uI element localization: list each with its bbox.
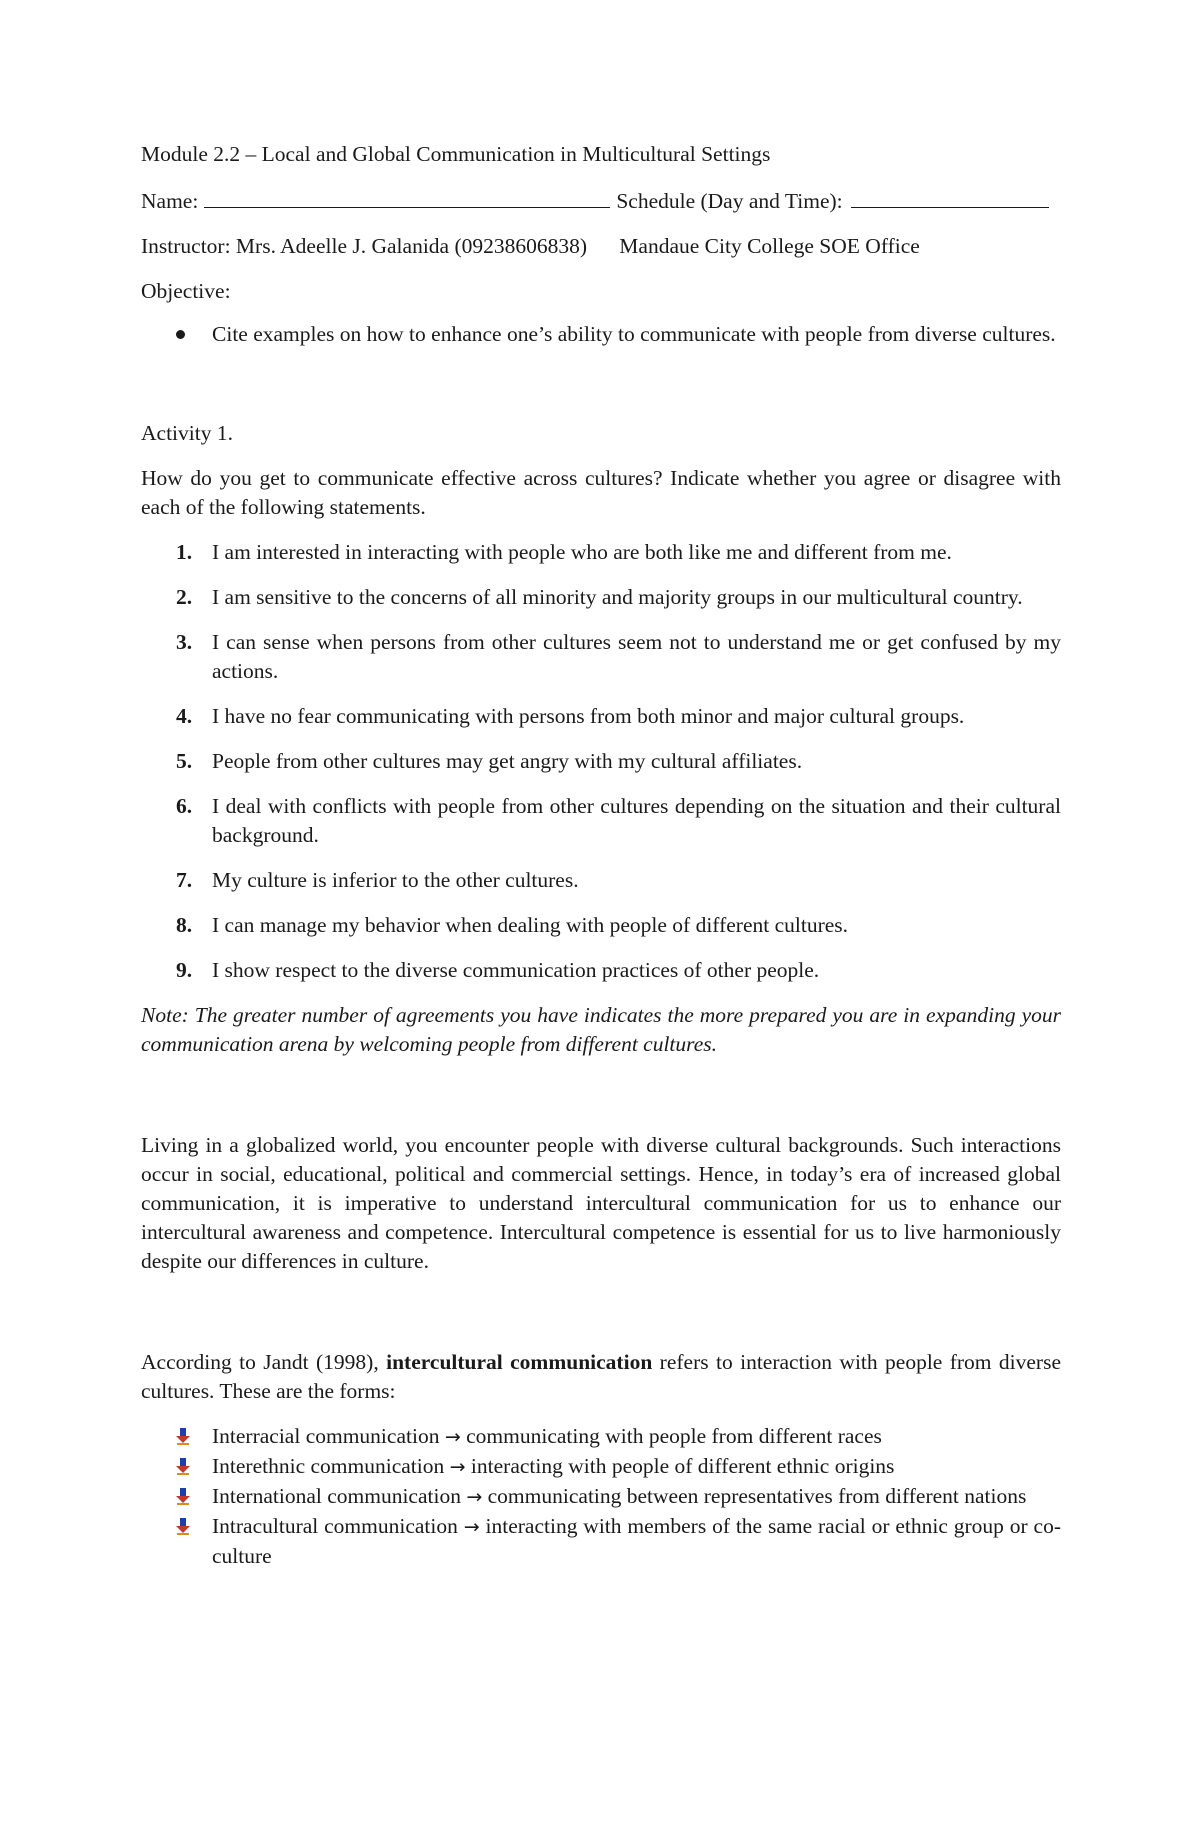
statement-text: People from other cultures may get angry with my cultural affiliates.: [212, 749, 803, 773]
form-term: Intracultural communication: [212, 1514, 464, 1538]
instructor-line: Instructor: Mrs. Adeelle J. Galanida (09238606838) Mandaue City College SOE Office: [141, 234, 920, 258]
statement-number: 4.: [176, 704, 193, 728]
name-label: Name:: [141, 189, 199, 213]
form-item: [141, 1422, 1061, 1452]
arrow-bullet-icon: [176, 1518, 190, 1536]
statement-item: [141, 702, 1061, 731]
statement-item: [141, 628, 1061, 686]
schedule-blank[interactable]: [851, 185, 1049, 208]
statement-text: I have no fear communicating with persons from both minor and major cultural groups.: [212, 704, 965, 728]
statement-number: 3.: [176, 630, 193, 654]
arrow-bullet-icon: [176, 1428, 190, 1446]
form-desc: interacting with people of different ethnic origins: [465, 1454, 895, 1478]
form-desc: communicating with people from different races: [460, 1424, 882, 1448]
form-term: International communication: [212, 1484, 467, 1508]
statement-number: 5.: [176, 749, 193, 773]
right-arrow-icon: →: [466, 1486, 483, 1508]
statement-item: [141, 911, 1061, 940]
form-desc: interacting with members of the same racial or ethnic group or co-culture: [212, 1514, 1062, 1568]
activity-heading: Activity 1.: [141, 421, 233, 445]
statement-item: [141, 866, 1061, 895]
right-arrow-icon: →: [463, 1516, 480, 1538]
arrow-bullet-head: [176, 1466, 190, 1473]
statement-text: I deal with conflicts with people from other cultures depending on the situation and their cultural background.: [212, 794, 1061, 847]
arrow-bullet-top: [180, 1488, 186, 1496]
statement-number: 1.: [176, 540, 193, 564]
activity-note: Note: The greater number of agreements you have indicates the more prepared you are in expanding your communication arena by welcoming people from different cultures.: [141, 1003, 1061, 1056]
form-term: Interracial communication: [212, 1424, 445, 1448]
arrow-bullet-base: [177, 1473, 189, 1475]
definition-prefix: According to Jandt (1998),: [141, 1350, 387, 1374]
arrow-bullet-base: [177, 1503, 189, 1505]
definition-suffix: refers to interaction with people from diverse cultures. These are the forms:: [141, 1350, 1062, 1403]
statement-number: 8.: [176, 913, 193, 937]
right-arrow-icon: →: [449, 1456, 466, 1478]
statement-text: My culture is inferior to the other cultures.: [212, 868, 579, 892]
statement-number: 2.: [176, 585, 193, 609]
form-term: Interethnic communication: [212, 1454, 450, 1478]
definition-paragraph: [141, 1348, 1061, 1406]
arrow-bullet-head: [176, 1496, 190, 1503]
document-page: [141, 140, 1061, 1571]
definition-term: intercultural communication: [386, 1350, 653, 1374]
name-blank[interactable]: [204, 185, 610, 208]
form-item: [141, 1452, 1061, 1482]
statement-item: [141, 747, 1061, 776]
objective-item: [141, 320, 1061, 349]
form-item: [141, 1482, 1061, 1512]
statement-item: [141, 792, 1061, 850]
statement-list: [141, 538, 1061, 985]
bullet-dot-icon: [176, 330, 185, 339]
name-schedule-line: [141, 185, 1061, 216]
statement-text: I can sense when persons from other cultures seem not to understand me or get confused by my actions.: [212, 630, 1061, 683]
arrow-bullet-base: [177, 1443, 189, 1445]
arrow-bullet-base: [177, 1533, 189, 1535]
globalization-paragraph: Living in a globalized world, you encounter people with diverse cultural backgrounds. Such interactions occur in social, educational, political and commercial settings. Hence, in today’s era of increased global communication, it is imperative to understand intercultural communication for us to enhance our intercultural awareness and competence. Intercultural competence is essential for us to live harmoniously despite our differences in culture.: [141, 1133, 1061, 1273]
right-arrow-icon: →: [444, 1426, 461, 1448]
objective-list: [141, 320, 1061, 349]
arrow-bullet-top: [180, 1458, 186, 1466]
form-desc: communicating between representatives from different nations: [482, 1484, 1027, 1508]
arrow-bullet-head: [176, 1526, 190, 1533]
statement-text: I can manage my behavior when dealing with people of different cultures.: [212, 913, 849, 937]
arrow-bullet-top: [180, 1428, 186, 1436]
forms-list: [141, 1422, 1061, 1571]
schedule-label: Schedule (Day and Time):: [616, 189, 843, 213]
arrow-bullet-top: [180, 1518, 186, 1526]
objective-heading: Objective:: [141, 279, 231, 303]
arrow-bullet-icon: [176, 1458, 190, 1476]
statement-text: I show respect to the diverse communication practices of other people.: [212, 958, 820, 982]
statement-item: [141, 583, 1061, 612]
statement-item: [141, 538, 1061, 567]
statement-number: 7.: [176, 868, 193, 892]
statement-number: 6.: [176, 794, 193, 818]
activity-intro: How do you get to communicate effective across cultures? Indicate whether you agree or disagree with each of the following statements.: [141, 466, 1061, 519]
statement-text: I am sensitive to the concerns of all minority and majority groups in our multicultural country.: [212, 585, 1023, 609]
statement-text: I am interested in interacting with people who are both like me and different from me.: [212, 540, 952, 564]
arrow-bullet-head: [176, 1436, 190, 1443]
module-title: Module 2.2 – Local and Global Communication in Multicultural Settings: [141, 142, 771, 166]
statement-number: 9.: [176, 958, 193, 982]
objective-item-text: Cite examples on how to enhance one’s ability to communicate with people from diverse cultures.: [212, 322, 1056, 346]
arrow-bullet-icon: [176, 1488, 190, 1506]
form-item: [141, 1512, 1061, 1571]
statement-item: [141, 956, 1061, 985]
